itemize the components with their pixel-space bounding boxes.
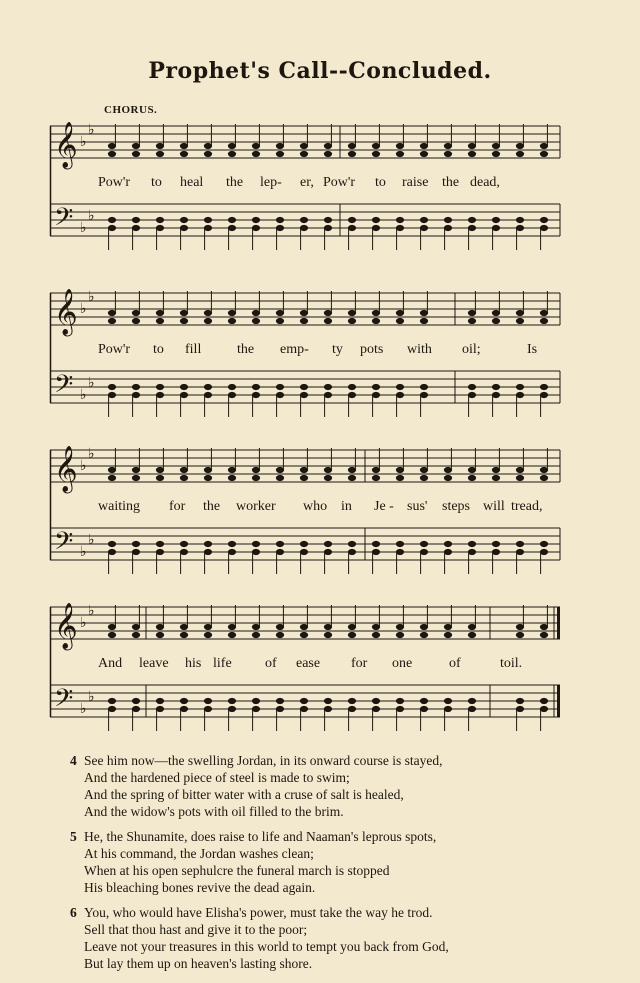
- bass-clef-icon: 𝄢: [54, 370, 74, 405]
- lyric-word: of: [449, 656, 461, 671]
- verse-4: [70, 752, 550, 820]
- verse-line: You, who would have Elisha's power, must take the way he trod.: [84, 905, 433, 920]
- flat-icon: ♭: [88, 689, 95, 705]
- verse-line: And the hardened piece of steel is made to swim;: [84, 770, 350, 785]
- bass-clef-icon: 𝄢: [54, 684, 74, 719]
- music-system-3: [50, 442, 560, 572]
- verse-6: [70, 904, 550, 972]
- verse-line: And the spring of bitter water with a cruse of salt is healed,: [84, 787, 404, 802]
- lyric-word: waiting: [98, 499, 140, 514]
- lyric-word: sus': [407, 499, 428, 514]
- verse-line: But lay them up on heaven's lasting shore.: [84, 956, 313, 971]
- verse-line: When at his open sephulcre the funeral march is stopped: [84, 863, 390, 878]
- flat-icon: ♭: [88, 122, 95, 138]
- lyric-word: emp-: [280, 342, 309, 357]
- treble-clef-icon: 𝄞: [54, 289, 78, 335]
- lyric-word: lep-: [260, 175, 282, 190]
- flat-icon: ♭: [80, 220, 87, 236]
- lyric-word: pots: [360, 342, 384, 357]
- notes: [108, 291, 547, 417]
- lyric-word: ease: [296, 656, 321, 671]
- lyric-word: er,: [300, 175, 314, 190]
- lyric-word: Pow'r: [98, 342, 131, 357]
- lyric-word: Pow'r: [323, 175, 356, 190]
- lyric-word: Is: [527, 342, 538, 357]
- lyric-word: worker: [236, 499, 276, 514]
- flat-icon: ♭: [80, 301, 87, 317]
- lyric-word: dead,: [470, 175, 500, 190]
- flat-icon: ♭: [80, 701, 87, 717]
- verse-number: 4: [70, 753, 77, 768]
- lyric-word: one: [392, 656, 413, 671]
- lyric-word: life: [213, 656, 232, 671]
- lyric-word: with: [407, 342, 432, 357]
- page-title: Prophet's Call--Concluded.: [148, 58, 492, 84]
- lyric-word: to: [375, 175, 386, 190]
- lyric-word: the: [226, 175, 244, 190]
- lyric-word: ty: [332, 342, 343, 357]
- lyric-word: tread,: [511, 499, 543, 514]
- verse-number: 6: [70, 905, 77, 920]
- lyric-word: for: [351, 656, 368, 671]
- lyric-word: heal: [180, 175, 204, 190]
- lyric-word: to: [153, 342, 164, 357]
- lyric-word: oil;: [462, 342, 481, 357]
- lyric-word: to: [151, 175, 162, 190]
- verse-line: See him now—the swelling Jordan, in its onward course is stayed,: [84, 753, 443, 768]
- lyric-word: who: [303, 499, 328, 514]
- lyric-word: steps: [442, 499, 470, 514]
- lyric-word: his: [185, 656, 202, 671]
- treble-clef-icon: 𝄞: [54, 446, 78, 492]
- lyric-word: the: [203, 499, 221, 514]
- music-system-2: [50, 285, 560, 415]
- verse-line: Sell that thou hast and give it to the poor;: [84, 922, 308, 937]
- lyric-word: will: [483, 499, 505, 514]
- treble-clef-icon: 𝄞: [54, 122, 78, 168]
- flat-icon: ♭: [80, 615, 87, 631]
- treble-clef-icon: 𝄞: [54, 603, 78, 649]
- lyric-word: toil.: [500, 656, 523, 671]
- bass-clef-icon: 𝄢: [54, 203, 74, 238]
- flat-icon: ♭: [88, 532, 95, 548]
- verse-line: He, the Shunamite, does raise to life and Naaman's leprous spots,: [84, 829, 437, 844]
- notes: [108, 605, 547, 731]
- lyric-word: Je -: [374, 499, 394, 514]
- flat-icon: ♭: [88, 375, 95, 391]
- verse-line: Leave not your treasures in this world to tempt you back from God,: [84, 939, 449, 954]
- lyric-word: And: [98, 656, 123, 671]
- verses-block: [70, 752, 550, 980]
- flat-icon: ♭: [88, 208, 95, 224]
- lyric-word: Pow'r: [98, 175, 131, 190]
- flat-icon: ♭: [80, 387, 87, 403]
- bass-clef-icon: 𝄢: [54, 527, 74, 562]
- lyric-word: in: [341, 499, 352, 514]
- lyric-word: of: [265, 656, 277, 671]
- flat-icon: ♭: [88, 289, 95, 305]
- flat-icon: ♭: [80, 458, 87, 474]
- lyric-word: leave: [139, 656, 169, 671]
- music-system-4: [50, 599, 560, 729]
- chorus-label: CHORUS.: [104, 104, 158, 116]
- music-system-1: [50, 118, 560, 248]
- verse-number: 5: [70, 829, 77, 844]
- lyric-word: raise: [402, 175, 429, 190]
- lyric-word: the: [442, 175, 460, 190]
- verse-line: At his command, the Jordan washes clean;: [84, 846, 314, 861]
- lyric-word: for: [169, 499, 186, 514]
- flat-icon: ♭: [80, 544, 87, 560]
- flat-icon: ♭: [88, 603, 95, 619]
- lyric-word: the: [237, 342, 255, 357]
- verse-line: And the widow's pots with oil filled to the brim.: [84, 804, 344, 819]
- verse-5: [70, 828, 550, 896]
- flat-icon: ♭: [88, 446, 95, 462]
- verse-line: His bleaching bones revive the dead again.: [84, 880, 316, 895]
- flat-icon: ♭: [80, 134, 87, 150]
- lyric-word: fill: [185, 342, 202, 357]
